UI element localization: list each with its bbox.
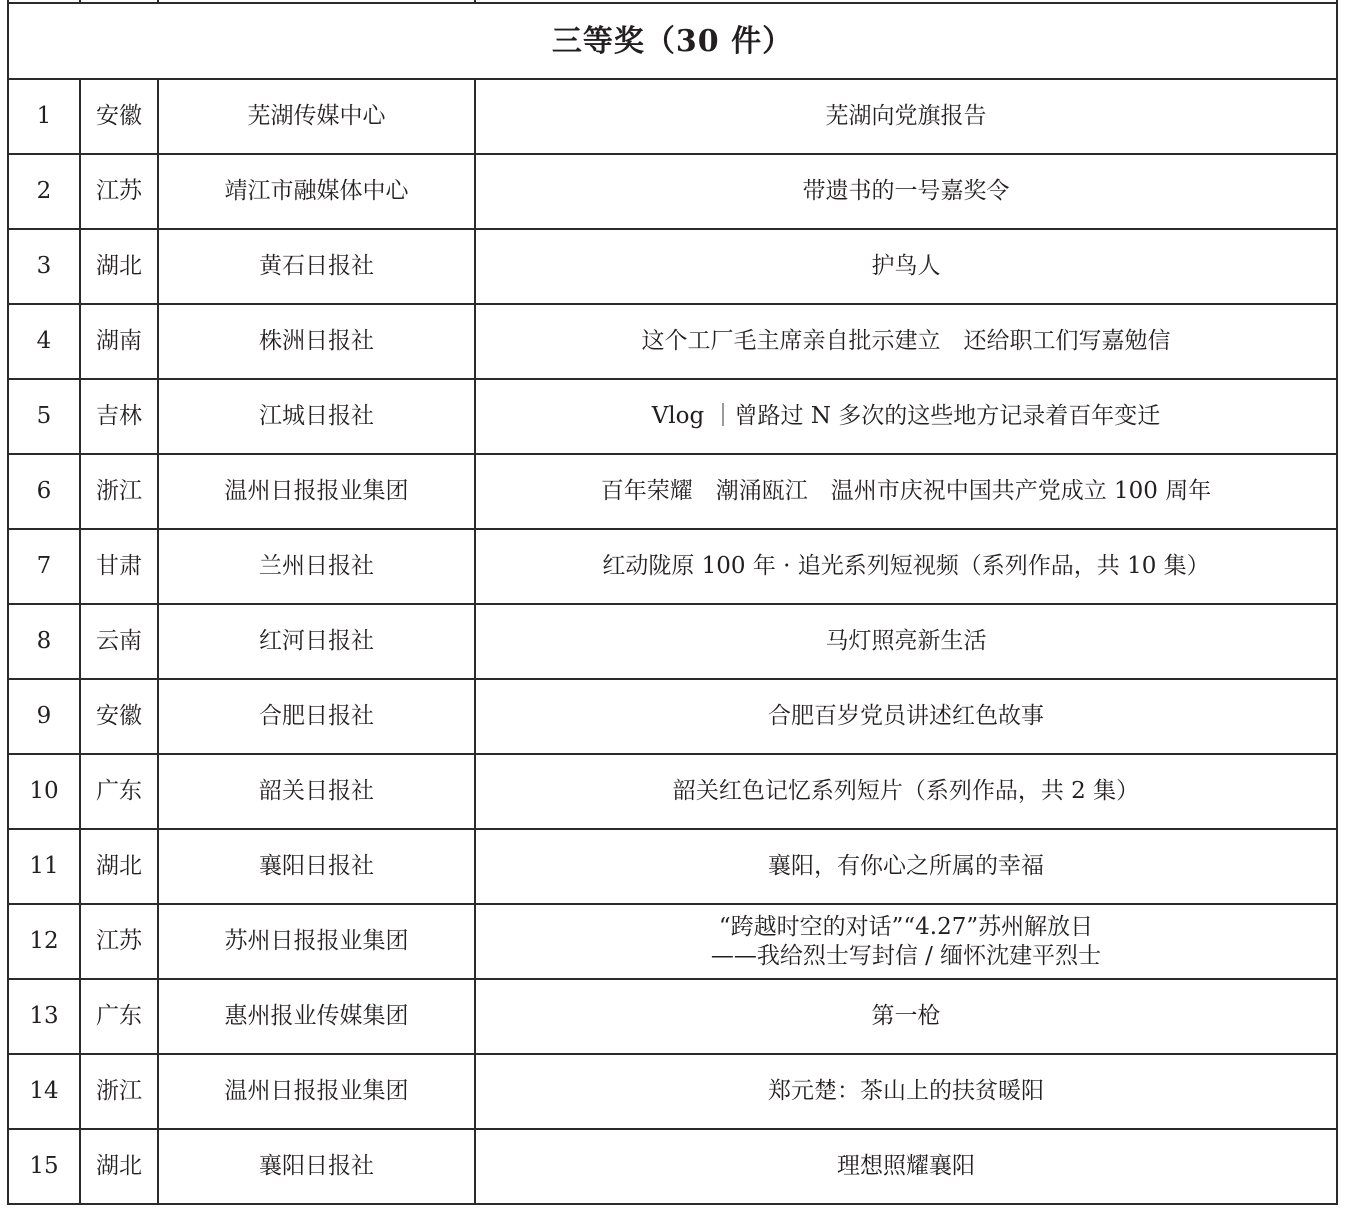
table-row bbox=[8, 304, 1337, 379]
unit-cell: 江城日报社 bbox=[158, 379, 475, 454]
work-title-cell bbox=[475, 679, 1337, 754]
award-table bbox=[7, 0, 1338, 1205]
table-row bbox=[8, 679, 1337, 754]
province-cell: 浙江 bbox=[80, 454, 158, 529]
table-row bbox=[8, 379, 1337, 454]
unit-cell: 兰州日报社 bbox=[158, 529, 475, 604]
work-title-cell bbox=[475, 79, 1337, 154]
work-title-line: 芜湖向党旗报告 bbox=[825, 103, 987, 129]
num-cell: 14 bbox=[8, 1054, 80, 1129]
province-cell: 江苏 bbox=[80, 904, 158, 979]
province-cell: 湖北 bbox=[80, 829, 158, 904]
unit-cell: 合肥日报社 bbox=[158, 679, 475, 754]
table-row bbox=[8, 829, 1337, 904]
num-cell: 7 bbox=[8, 529, 80, 604]
table-row bbox=[8, 454, 1337, 529]
num-cell: 11 bbox=[8, 829, 80, 904]
work-title-line: 理想照耀襄阳 bbox=[837, 1153, 975, 1179]
unit-cell: 温州日报报业集团 bbox=[158, 1054, 475, 1129]
province-cell: 安徽 bbox=[80, 79, 158, 154]
num-cell: 13 bbox=[8, 979, 80, 1054]
province-cell: 广东 bbox=[80, 979, 158, 1054]
work-title-cell bbox=[475, 304, 1337, 379]
work-title-cell bbox=[475, 604, 1337, 679]
work-title-cell bbox=[475, 229, 1337, 304]
table-row bbox=[8, 979, 1337, 1054]
work-title-line: “跨越时空的对话”“4.27”苏州解放日 bbox=[718, 913, 1094, 940]
unit-cell: 芜湖传媒中心 bbox=[158, 79, 475, 154]
unit-cell: 苏州日报报业集团 bbox=[158, 904, 475, 979]
work-title-line: ——我给烈士写封信 / 缅怀沈建平烈士 bbox=[710, 942, 1102, 969]
num-cell: 8 bbox=[8, 604, 80, 679]
work-title-cell bbox=[475, 829, 1337, 904]
award-table-page bbox=[7, 0, 1336, 1218]
province-cell: 广东 bbox=[80, 754, 158, 829]
num-cell: 1 bbox=[8, 79, 80, 154]
section-title: 三等奖（30 件） bbox=[8, 3, 1337, 79]
table-row bbox=[8, 229, 1337, 304]
table-row bbox=[8, 529, 1337, 604]
work-title-cell bbox=[475, 1054, 1337, 1129]
unit-cell: 黄石日报社 bbox=[158, 229, 475, 304]
num-cell: 15 bbox=[8, 1129, 80, 1204]
work-title-cell bbox=[475, 154, 1337, 229]
province-cell: 江苏 bbox=[80, 154, 158, 229]
province-cell: 湖北 bbox=[80, 1129, 158, 1204]
num-cell: 3 bbox=[8, 229, 80, 304]
work-title-line: 郑元楚：茶山上的扶贫暖阳 bbox=[768, 1078, 1044, 1104]
unit-cell: 襄阳日报社 bbox=[158, 1129, 475, 1204]
work-title-line: 襄阳，有你心之所属的幸福 bbox=[768, 853, 1044, 879]
num-cell: 6 bbox=[8, 454, 80, 529]
work-title-cell bbox=[475, 1129, 1337, 1204]
work-title-line: 马灯照亮新生活 bbox=[825, 628, 987, 654]
work-title-line: 百年荣耀 潮涌瓯江 温州市庆祝中国共产党成立 100 周年 bbox=[600, 478, 1212, 504]
work-title-cell bbox=[475, 754, 1337, 829]
table-row bbox=[8, 904, 1337, 979]
num-cell: 12 bbox=[8, 904, 80, 979]
work-title-cell bbox=[475, 904, 1337, 979]
table-row bbox=[8, 604, 1337, 679]
table-row bbox=[8, 1054, 1337, 1129]
unit-cell: 红河日报社 bbox=[158, 604, 475, 679]
unit-cell: 襄阳日报社 bbox=[158, 829, 475, 904]
province-cell: 安徽 bbox=[80, 679, 158, 754]
work-title-cell bbox=[475, 454, 1337, 529]
table-row bbox=[8, 1129, 1337, 1204]
table-row bbox=[8, 154, 1337, 229]
work-title-line: 带遗书的一号嘉奖令 bbox=[802, 178, 1010, 204]
num-cell: 9 bbox=[8, 679, 80, 754]
work-title-cell bbox=[475, 529, 1337, 604]
work-title-line: 护鸟人 bbox=[871, 253, 941, 279]
num-cell: 4 bbox=[8, 304, 80, 379]
section-header-row bbox=[8, 3, 1337, 79]
table-row bbox=[8, 79, 1337, 154]
unit-cell: 株洲日报社 bbox=[158, 304, 475, 379]
work-title-line: 第一枪 bbox=[871, 1003, 941, 1029]
work-title-cell bbox=[475, 379, 1337, 454]
unit-cell: 韶关日报社 bbox=[158, 754, 475, 829]
num-cell: 10 bbox=[8, 754, 80, 829]
num-cell: 5 bbox=[8, 379, 80, 454]
num-cell: 2 bbox=[8, 154, 80, 229]
province-cell: 浙江 bbox=[80, 1054, 158, 1129]
work-title-line: Vlog ｜曾路过 N 多次的这些地方记录着百年变迁 bbox=[651, 403, 1161, 429]
work-title-cell bbox=[475, 979, 1337, 1054]
province-cell: 湖南 bbox=[80, 304, 158, 379]
work-title-line: 韶关红色记忆系列短片（系列作品，共 2 集） bbox=[672, 778, 1140, 804]
province-cell: 云南 bbox=[80, 604, 158, 679]
unit-cell: 惠州报业传媒集团 bbox=[158, 979, 475, 1054]
province-cell: 湖北 bbox=[80, 229, 158, 304]
unit-cell: 靖江市融媒体中心 bbox=[158, 154, 475, 229]
table-row bbox=[8, 754, 1337, 829]
province-cell: 甘肃 bbox=[80, 529, 158, 604]
province-cell: 吉林 bbox=[80, 379, 158, 454]
work-title-line: 红动陇原 100 年 · 追光系列短视频（系列作品，共 10 集） bbox=[602, 553, 1210, 579]
unit-cell: 温州日报报业集团 bbox=[158, 454, 475, 529]
work-title-line: 合肥百岁党员讲述红色故事 bbox=[768, 703, 1044, 729]
work-title-line: 这个工厂毛主席亲自批示建立 还给职工们写嘉勉信 bbox=[641, 328, 1171, 354]
